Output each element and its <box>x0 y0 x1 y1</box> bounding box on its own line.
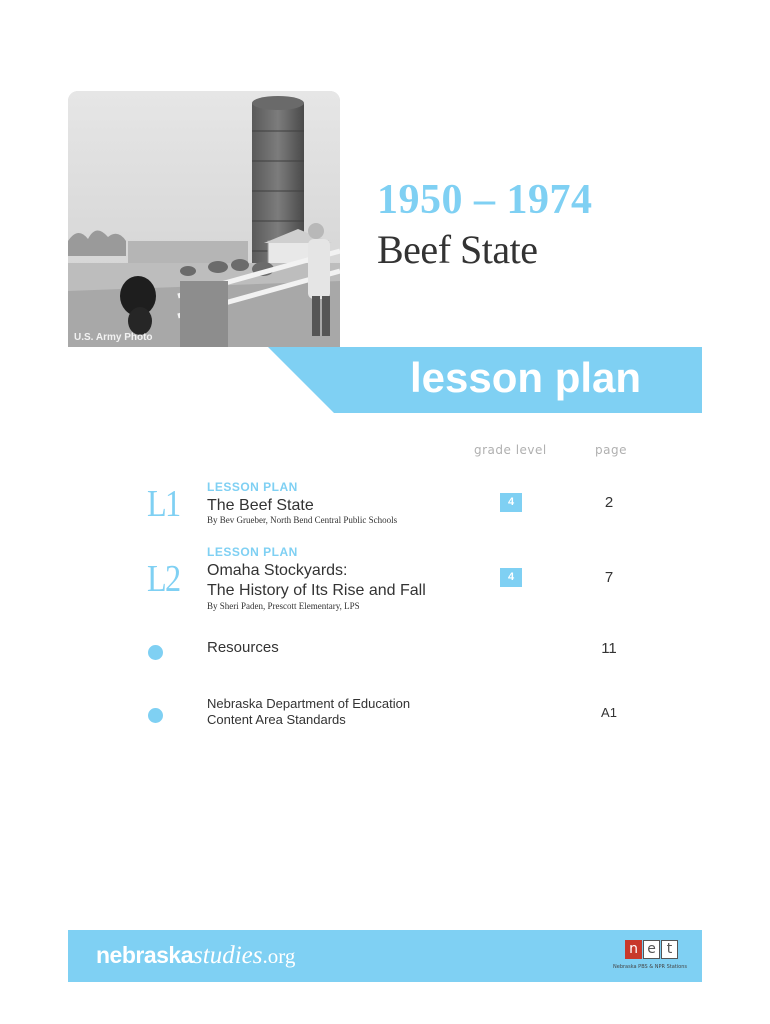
page-number: 2 <box>604 494 614 511</box>
net-letters <box>625 940 679 959</box>
logo-suffix-text: .org <box>262 944 296 968</box>
net-letter-n: n <box>625 940 642 959</box>
logo-italic-text: studies <box>193 942 263 969</box>
era-years: 1950 – 1974 <box>377 177 593 223</box>
nebraskastudies-logo[interactable] <box>96 942 295 970</box>
page-number: 7 <box>604 569 614 586</box>
lesson-title[interactable] <box>207 561 426 601</box>
net-logo[interactable] <box>613 938 698 978</box>
lesson-plan-banner <box>0 347 770 413</box>
banner-label: lesson plan <box>410 354 642 401</box>
page-number: A1 <box>601 705 617 720</box>
lesson-byline: By Sheri Paden, Prescott Elementary, LPS <box>207 601 360 611</box>
bullet-dot-icon <box>148 645 163 660</box>
grade-level-header: grade level <box>474 443 547 457</box>
lesson-kicker: LESSON PLAN <box>207 545 298 559</box>
resource-title-line: Content Area Standards <box>207 712 346 727</box>
lesson-title-line: Omaha Stockyards: <box>207 562 348 579</box>
lesson-byline: By Bev Grueber, North Bend Central Public Schools <box>207 515 398 525</box>
grade-badge: 4 <box>500 568 522 587</box>
lesson-title-line: The Beef State <box>207 497 314 514</box>
resource-title-line: Resources <box>207 639 279 656</box>
lesson-title[interactable] <box>207 496 314 516</box>
lesson-title-line: The History of Its Rise and Fall <box>207 582 426 599</box>
net-letter-t: t <box>661 940 678 959</box>
resource-title[interactable] <box>207 639 279 656</box>
lesson-kicker: LESSON PLAN <box>207 480 298 494</box>
page-title: Beef State <box>377 227 538 272</box>
lesson-number: L1 <box>147 483 180 525</box>
logo-bold-text: nebraska <box>96 942 194 968</box>
resource-title-line: Nebraska Department of Education <box>207 696 411 711</box>
stockyard-photo-illustration <box>68 91 340 347</box>
header-photo <box>68 91 340 347</box>
photo-credit: U.S. Army Photo <box>74 332 153 343</box>
page-header: page <box>595 443 627 457</box>
resource-title[interactable] <box>207 696 410 728</box>
net-tagline: Nebraska PBS & NPR Stations <box>613 964 687 970</box>
lesson-number: L2 <box>147 558 180 600</box>
net-letter-e: e <box>643 940 660 959</box>
footer-bar <box>68 930 702 982</box>
page-number: 11 <box>601 640 617 657</box>
bullet-dot-icon <box>148 708 163 723</box>
grade-badge: 4 <box>500 493 522 512</box>
